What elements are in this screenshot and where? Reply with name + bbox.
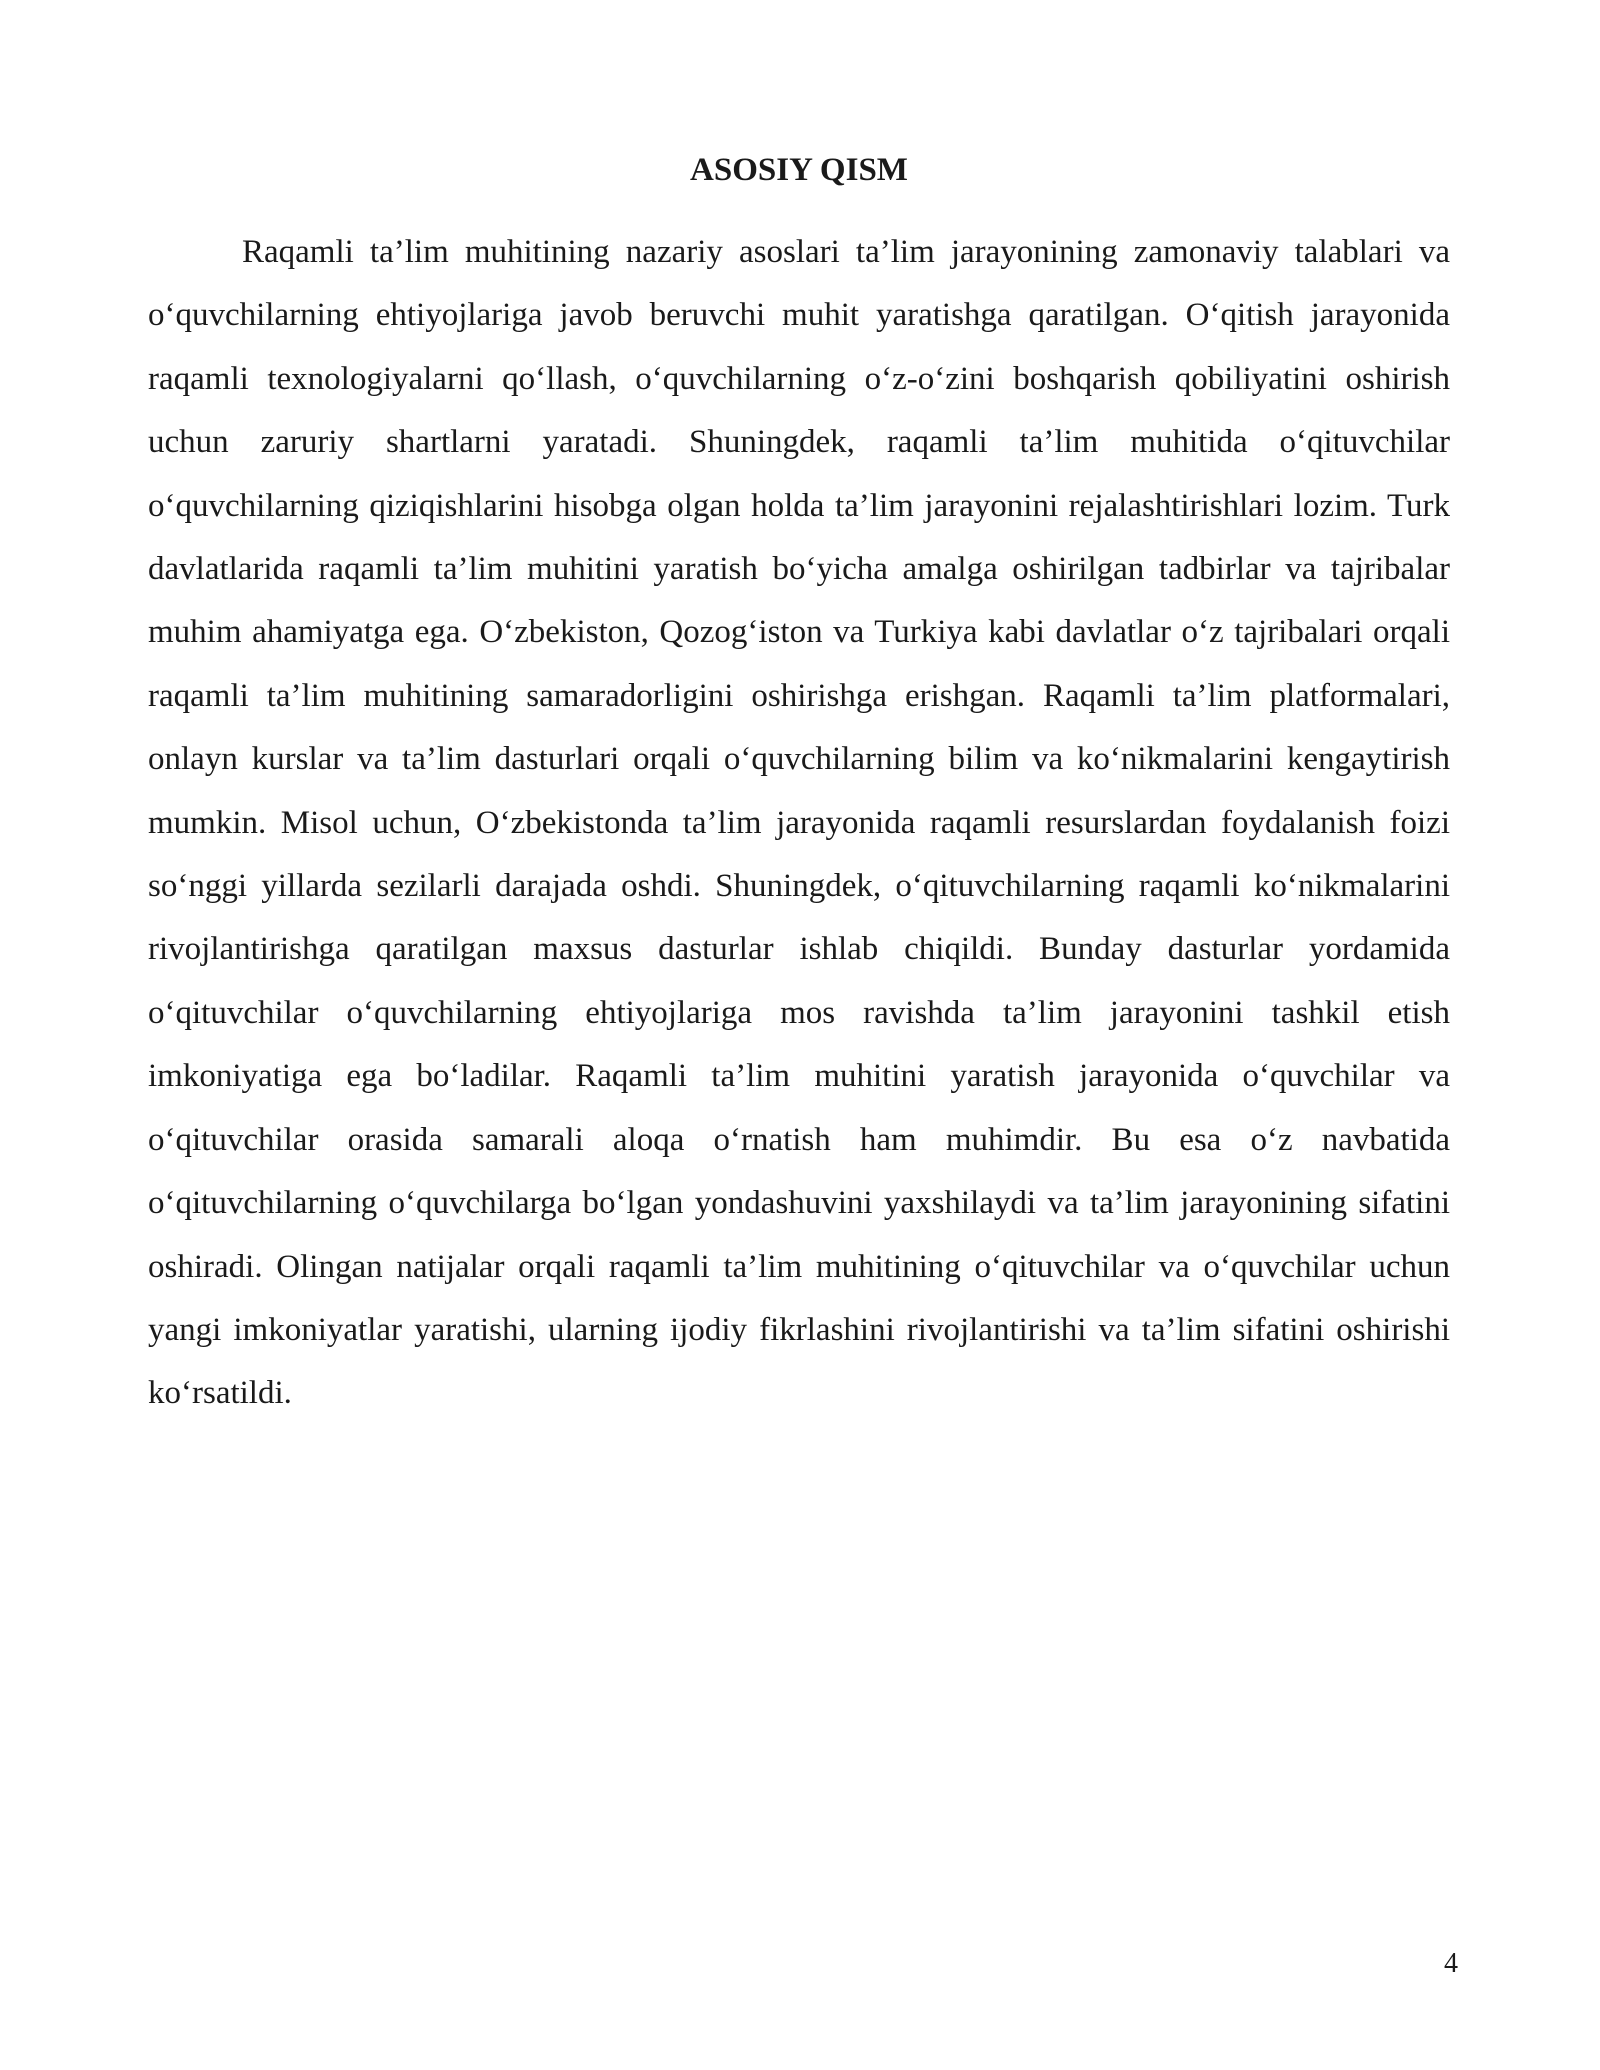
body-paragraph: Raqamli ta’lim muhitining nazariy asoslari ta’lim jarayonining zamonaviy talablari va o‘quvchilarning ehtiyojlariga javob beruvchi muhit yaratishga qaratilgan. O‘qitish jarayonida raqamli texnologiyalarni qo‘llash, o‘quvchilarning o‘z-o‘zini boshqarish qobiliyatini oshirish uchun zaruriy shartlarni yaratadi. Shuningdek, raqamli ta’lim muhitida o‘qituvchilar o‘quvchilarning qiziqishlarini hisobga olgan holda ta’lim jarayonini rejalashtirishlari lozim. Turk davlatlarida raqamli ta’lim muhitini yaratish bo‘yicha amalga oshirilgan tadbirlar va tajribalar muhim ahamiyatga ega. O‘zbekiston, Qozog‘iston va Turkiya kabi davlatlar o‘z tajribalari orqali raqamli ta’lim muhitining samaradorligini oshirishga erishgan. Raqamli ta’lim platformalari, onlayn kurslar va ta’lim dasturlari orqali o‘quvchilarning bilim va ko‘nikmalarini kengaytirish mumkin. Misol uchun, O‘zbekistonda ta’lim jarayonida raqamli resurslardan foydalanish foizi so‘nggi yillarda sezilarli darajada oshdi. Shuningdek, o‘qituvchilarning raqamli ko‘nikmalarini rivojlantirishga qaratilgan maxsus dasturlar ishlab chiqildi. Bunday dasturlar yordamida o‘qituvchilar o‘quvchilarning ehtiyojlariga mos ravishda ta’lim jarayonini tashkil etish imkoniyatiga ega bo‘ladilar. Raqamli ta’lim muhitini yaratish jarayonida o‘quvchilar va o‘qituvchilar orasida samarali aloqa o‘rnatish ham muhimdir. Bu esa o‘z navbatida o‘qituvchilarning o‘quvchilarga bo‘lgan yondashuvini yaxshilaydi va ta’lim jarayonining sifatini oshiradi. Olingan natijalar orqali raqamli ta’lim muhitining o‘qituvchilar va o‘quvchilar uchun yangi imkoniyatlar yaratishi, ularning ijodiy fikrlashini rivojlantirishi va ta’lim sifatini oshirishi ko‘rsatildi. (148, 234, 1450, 1412)
page-number: 4 (1444, 1948, 1458, 1979)
section-heading: ASOSIY QISM (690, 152, 908, 188)
